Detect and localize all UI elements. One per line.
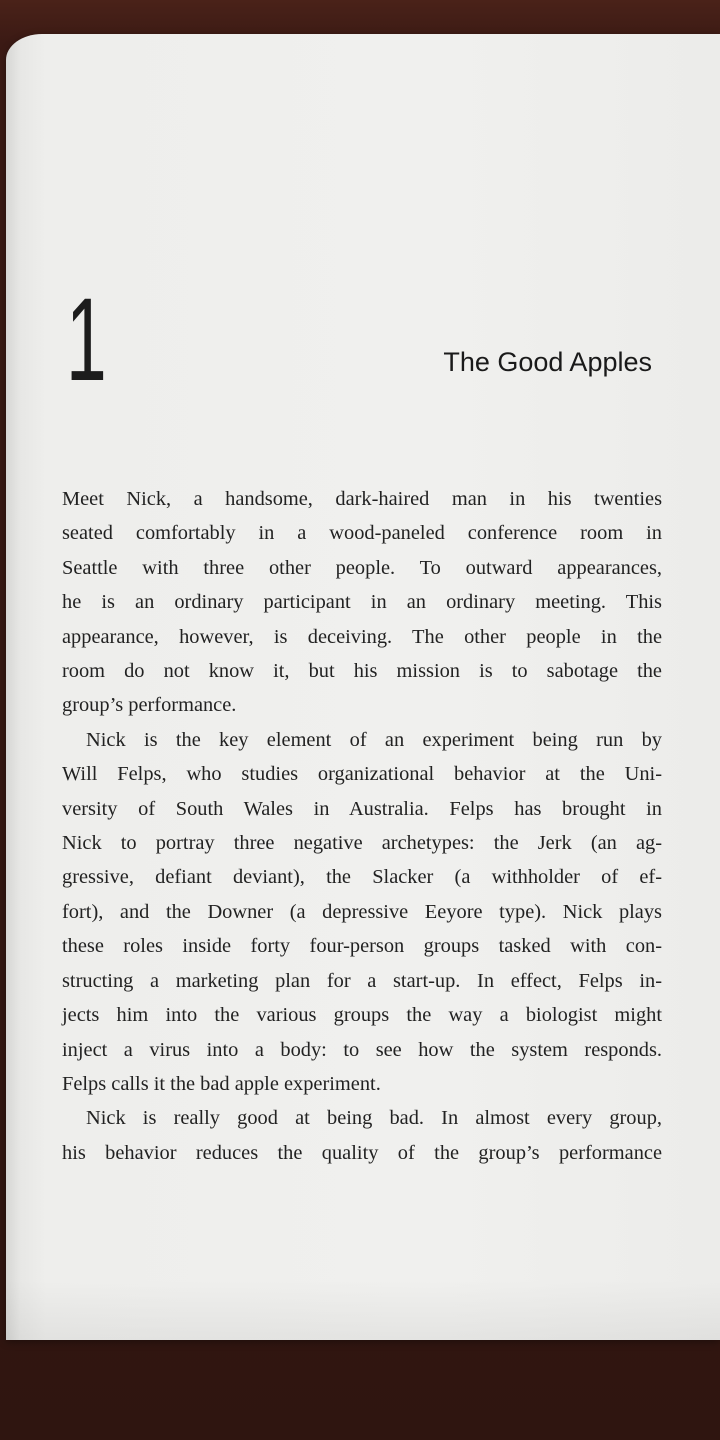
text-line: his behavior reduces the quality of the group’s performance [62,1141,662,1164]
text-line: room do not know it, but his mission is to sabotage the [62,660,662,683]
text-line: Nick is the key element of an experiment being run by [86,728,662,751]
book-page [6,34,720,1340]
text-line: gressive, defiant deviant), the Slacker (a withholder of ef- [62,866,662,889]
body-text [62,482,662,1170]
paragraph [62,723,662,1101]
text-line: jects him into the various groups the way a biologist might [62,1004,662,1027]
text-line: structing a marketing plan for a start-up. In effect, Felps in- [62,969,662,992]
chapter-number: 1 [66,274,106,406]
text-line: Felps calls it the bad apple experiment. [62,1072,381,1095]
text-line: these roles inside forty four-person groups tasked with con- [62,935,662,958]
text-line: versity of South Wales in Australia. Felps has brought in [62,797,662,820]
text-line: appearance, however, is deceiving. The other people in the [62,625,662,648]
text-line: Seattle with three other people. To outward appearances, [62,556,662,579]
text-line: Meet Nick, a handsome, dark-haired man in his twenties [62,488,662,510]
text-line: seated comfortably in a wood-paneled conference room in [62,522,662,545]
paragraph [62,1101,662,1170]
text-line: Nick to portray three negative archetypes: the Jerk (an ag- [62,832,662,855]
text-line: Will Felps, who studies organizational behavior at the Uni- [62,763,662,786]
paragraph [62,482,662,723]
text-line: he is an ordinary participant in an ordinary meeting. This [62,591,662,614]
chapter-title: The Good Apples [443,347,652,377]
text-line: group’s performance. [62,694,237,717]
text-line: fort), and the Downer (a depressive Eeyore type). Nick plays [62,900,662,923]
text-line: inject a virus into a body: to see how the system responds. [62,1038,662,1061]
text-line: Nick is really good at being bad. In almost every group, [86,1107,662,1130]
